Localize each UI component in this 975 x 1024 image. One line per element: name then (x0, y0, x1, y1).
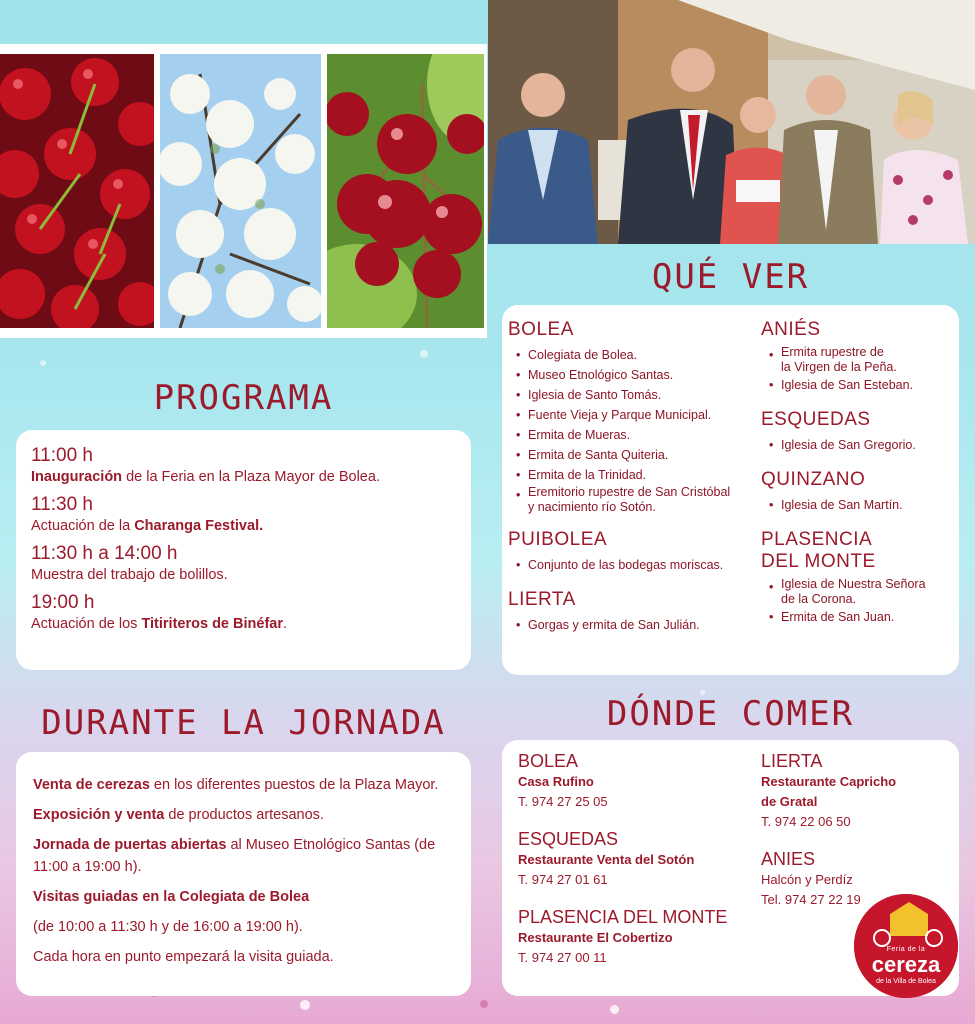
logo-sub-text: de la Villa de Bolea (876, 978, 936, 985)
que-ver-item-text: Conjunto de las bodegas moriscas. (528, 558, 724, 572)
jornada-highlight: Exposición y venta (33, 807, 165, 823)
que-ver-item-line: • Eremitorio rupestre de San Cristóbal (528, 485, 731, 499)
programa-time: 11:30 h a 14:00 h (31, 543, 178, 564)
que-ver-town (508, 319, 758, 341)
programa-text: . (282, 616, 288, 632)
que-ver-item-text: Colegiata de Bolea. (528, 348, 638, 362)
restaurant-name-line: de Gratal (761, 794, 818, 809)
que-ver-item (761, 495, 957, 515)
que-ver-item (508, 465, 758, 485)
cherry-blossom-photo (160, 54, 321, 328)
que-ver-list (761, 345, 957, 395)
restaurant-town: LIERTA (761, 751, 823, 771)
decor-speck (420, 350, 428, 358)
restaurant-town: ANIES (761, 849, 816, 869)
jornada-highlight: Visitas guiadas en la Colegiata de Bolea (33, 889, 310, 905)
que-ver-town (761, 319, 957, 341)
restaurant-entry (761, 750, 951, 832)
programa-card (16, 430, 471, 670)
programa-text: de la Feria en la Plaza Mayor de Bolea. (122, 469, 380, 485)
restaurant-name-line: Restaurante Capricho (761, 774, 897, 789)
programa-description (31, 565, 455, 585)
programa-description (31, 467, 455, 487)
que-ver-item-line: la Virgen de la Peña. (781, 360, 897, 374)
que-ver-item-text: Iglesia de San Esteban. (781, 378, 914, 392)
que-ver-title: QUÉ VER (651, 257, 810, 297)
restaurant-entry (518, 906, 748, 968)
restaurant-name-line: Casa Rufino (518, 774, 594, 789)
que-ver-item-line: • Ermita rupestre de (781, 345, 884, 359)
feria-cereza-logo (854, 894, 958, 998)
que-ver-item-text: Museo Etnológico Santas. (528, 368, 674, 382)
que-ver-town-line: PLASENCIA (761, 529, 873, 550)
restaurant-name: Halcón y Perdíz (761, 872, 853, 887)
que-ver-town-line: ANIÉS (761, 319, 821, 340)
que-ver-town-line: BOLEA (508, 319, 574, 340)
jornada-title: DURANTE LA JORNADA (41, 703, 446, 743)
que-ver-item-text: Fuente Vieja y Parque Municipal. (528, 408, 712, 422)
jornada-list (16, 752, 471, 968)
decor-speck (40, 360, 46, 366)
jornada-item (33, 804, 455, 826)
que-ver-town (761, 409, 957, 431)
decor-speck (610, 1005, 619, 1014)
que-ver-item-text: Iglesia de San Gregorio. (781, 438, 916, 452)
restaurant-entry (518, 828, 748, 890)
que-ver-list (508, 615, 758, 635)
que-ver-item (508, 365, 758, 385)
que-ver-item-text: Ermita de Mueras. (528, 428, 631, 442)
que-ver-item (508, 425, 758, 445)
jornada-item (33, 916, 455, 938)
programa-text: Actuación de los (31, 616, 142, 632)
que-ver-town (508, 589, 758, 611)
restaurant-phone: T. 974 22 06 50 (761, 814, 851, 829)
restaurant-name (518, 772, 748, 792)
jornada-text: al Museo Etnológico Santas (de 11:00 a 19:00 h). (33, 837, 436, 875)
jornada-text: (de 10:00 a 11:30 h y de 16:00 a 19:00 h). (33, 919, 303, 935)
que-ver-item (508, 485, 758, 515)
que-ver-list (508, 555, 758, 575)
decor-speck (480, 1000, 488, 1008)
que-ver-item-line: • Iglesia de Nuestra Señora (781, 577, 926, 591)
officials-group-photo (488, 0, 975, 244)
que-ver-list (761, 435, 957, 455)
restaurant-name (518, 850, 748, 870)
que-ver-item-line: de la Corona. (781, 592, 857, 606)
restaurant-name (761, 772, 951, 812)
jornada-text: en los diferentes puestos de la Plaza Mayor. (149, 777, 439, 793)
que-ver-item-text: Ermita de San Juan. (781, 610, 895, 624)
que-ver-item (508, 385, 758, 405)
programa-highlight: Inauguración (31, 469, 123, 485)
programa-time: 11:00 h (31, 445, 93, 466)
que-ver-item-text: Ermita de Santa Quiteria. (528, 448, 669, 462)
que-ver-item-line: y nacimiento río Sotón. (528, 500, 656, 514)
restaurant-town: BOLEA (518, 751, 579, 771)
que-ver-item (761, 577, 957, 607)
jornada-item (33, 834, 455, 878)
donde-comer-title: DÓNDE COMER (606, 694, 855, 734)
donde-comer-left-column (518, 750, 748, 984)
que-ver-item-text: Gorgas y ermita de San Julián. (528, 618, 700, 632)
que-ver-list (761, 577, 957, 627)
programa-time: 19:00 h (31, 592, 95, 613)
que-ver-town (761, 469, 957, 491)
que-ver-item (761, 375, 957, 395)
jornada-highlight: Jornada de puertas abiertas (33, 837, 227, 853)
que-ver-list (761, 495, 957, 515)
restaurant-phone: T. 974 27 00 11 (518, 950, 607, 965)
que-ver-item (508, 345, 758, 365)
programa-highlight: Titiriteros de Binéfar (141, 616, 283, 632)
restaurant-phone: T. 974 27 01 61 (518, 872, 608, 887)
programa-description (31, 614, 455, 634)
jornada-text: Cada hora en punto empezará la visita guiada. (33, 949, 334, 965)
jornada-item (33, 774, 455, 796)
restaurant-town: ESQUEDAS (518, 829, 619, 849)
programa-description (31, 516, 455, 536)
jornada-item (33, 946, 455, 968)
que-ver-item-text: Iglesia de San Martín. (781, 498, 903, 512)
restaurant-name-line: Restaurante Venta del Sotón (518, 852, 695, 867)
que-ver-town (761, 529, 957, 573)
que-ver-item (508, 405, 758, 425)
programa-list (16, 430, 471, 634)
que-ver-town (508, 529, 758, 551)
logo-big-text: cereza (871, 952, 941, 977)
restaurant-phone: Tel. 974 27 22 19 (761, 892, 861, 907)
restaurant-name (518, 928, 748, 948)
logo-small-text: Feria de la (886, 946, 926, 953)
cherries-photo (0, 54, 154, 328)
jornada-highlight: Venta de cerezas (33, 777, 150, 793)
que-ver-town-line: LIERTA (508, 589, 576, 610)
que-ver-right-column (761, 319, 957, 641)
que-ver-item (508, 555, 758, 575)
programa-highlight: Charanga Festival. (134, 518, 264, 534)
que-ver-card (502, 305, 959, 675)
que-ver-item-text: Ermita de la Trinidad. (528, 468, 647, 482)
jornada-text: de productos artesanos. (164, 807, 324, 823)
que-ver-town-line: PUIBOLEA (508, 529, 608, 550)
restaurant-name-line: Restaurante El Cobertizo (518, 930, 673, 945)
que-ver-item (508, 445, 758, 465)
que-ver-town-line: ESQUEDAS (761, 409, 871, 430)
que-ver-item (761, 435, 957, 455)
programa-title: PROGRAMA (153, 378, 334, 418)
que-ver-left-column (508, 319, 758, 649)
que-ver-item (761, 607, 957, 627)
restaurant-entry (518, 750, 748, 812)
decor-speck (300, 1000, 310, 1010)
programa-text: Actuación de la (31, 518, 135, 534)
jornada-item (33, 886, 455, 908)
programa-time: 11:30 h (31, 494, 93, 515)
restaurant-town: PLASENCIA DEL MONTE (518, 907, 728, 927)
restaurant-phone: T. 974 27 25 05 (518, 794, 608, 809)
que-ver-town-line: QUINZANO (761, 469, 866, 490)
cherries-closeup-photo (327, 54, 484, 328)
que-ver-item (508, 615, 758, 635)
programa-text: Muestra del trabajo de bolillos. (31, 567, 228, 583)
que-ver-item (761, 345, 957, 375)
que-ver-list (508, 345, 758, 515)
que-ver-item-text: Iglesia de Santo Tomás. (528, 388, 662, 402)
que-ver-town-line: DEL MONTE (761, 551, 876, 572)
jornada-card (16, 752, 471, 996)
